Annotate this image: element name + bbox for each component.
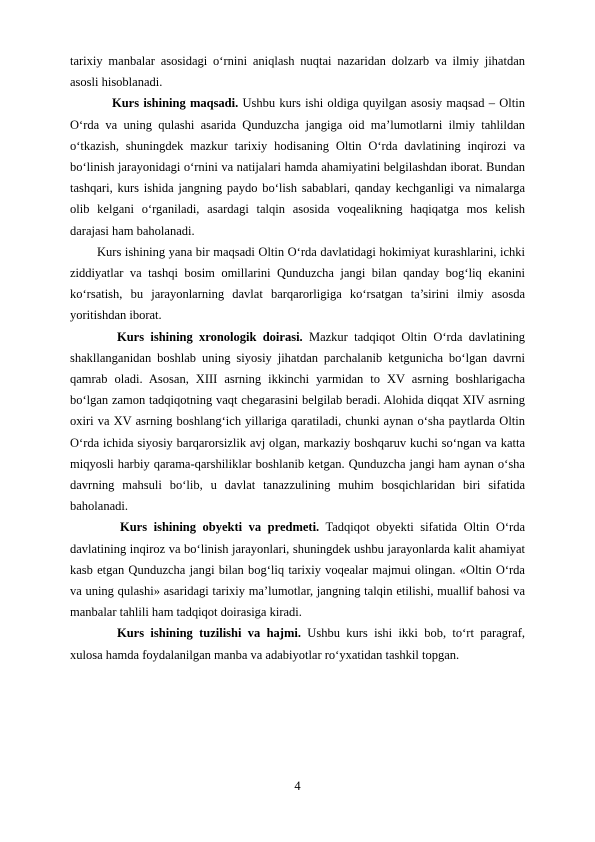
paragraph-heading: Kurs ishining tuzilishi va hajmi. (117, 626, 301, 641)
paragraph-text: Tadqiqot obyekti sifatida Oltin O‘rda davlatining inqiroz va bo‘linish jarayonlari, shuningdek ushbu jarayonlarda kalit ahamiyat kasb etgan Qunduzcha jangi bilan bog‘liq tarixiy voqealar majmui olingan. «Oltin O‘rda va uning qulashi» asaridagi tarixiy ma’lumotlar, jangning talqin etilishi, muallif bahosi va manbalar tahlili ham tadqiqot doirasiga kiradi. (70, 520, 525, 620)
paragraph-heading: Kurs ishining maqsadi. (112, 96, 239, 111)
paragraph-goal (70, 93, 525, 241)
paragraph-chronology (70, 327, 525, 518)
paragraph-object-subject (70, 517, 525, 623)
paragraph-heading: Kurs ishining obyekti va predmeti. (120, 520, 320, 535)
paragraph-additional-goal (70, 242, 525, 327)
paragraph-structure (70, 623, 525, 665)
document-page (70, 51, 525, 666)
paragraph-text: Mazkur tadqiqot Oltin O‘rda davlatining shakllanganidan boshlab uning siyosiy jihatdan parchalanib ketgunicha bo‘lgan davrni qamrab oladi. Asosan, XIII asrning ikkinchi yarmidan to XV asrning boshlarigacha bo‘lgan zamon tadqiqotning vaqt chegarasini belgilab beradi. Alohida diqqat XIV asrning oxiri va XV asrning boshlang‘ich yillariga qaratiladi, chunki aynan o‘sha paytlarda Oltin O‘rda ichida siyosiy barqarorsizlik avj olgan, markaziy boshqaruv kuchi so‘ngan va katta miqyosli harbiy qarama-qarshiliklar boshlanib ketgan. Qunduzcha jangi ham aynan o‘sha davrning mahsuli bo‘lib, u davlat tanazzulining muhim bosqichlaridan biri sifatida baholanadi. (70, 329, 525, 514)
paragraph-text: Ushbu kurs ishi oldiga quyilgan asosiy maqsad – Oltin O‘rda va uning qulashi asarida Qunduzcha jangiga oid ma’lumotlarni ilmiy tahlildan o‘tkazish, shuningdek mazkur tarixiy hodisaning Oltin O‘rda davlatining inqirozi va bo‘linish jarayonidagi o‘rnini va natijalari hamda ahamiyatini belgilashdan iborat. Bundan tashqari, kurs ishida jangning paydo bo‘lish sabablari, qanday kechganligi va nimalarga olib kelgani o‘rganiladi, asardagi talqin asosida voqealikning haqiqatga mos kelish darajasi ham baholanadi. (70, 96, 525, 238)
paragraph-heading: Kurs ishining xronologik doirasi. (117, 329, 303, 344)
paragraph-intro-continuation (70, 51, 525, 93)
page-number: 4 (294, 779, 301, 793)
paragraph-text: Kurs ishining yana bir maqsadi Oltin O‘rda davlatidagi hokimiyat kurashlarini, ichki ziddiyatlar va tashqi bosim omillarini Qunduzcha jangi bilan qanday bog‘liq ekanini ko‘rsatish, bu jarayonlarning davlat barqarorligiga ko‘rsatgan ta’sirini ilmiy asosda yoritishdan iborat. (70, 244, 525, 323)
paragraph-text: tarixiy manbalar asosidagi o‘rnini aniqlash nuqtai nazaridan dolzarb va ilmiy jihatdan asosli hisoblanadi. (70, 54, 525, 90)
paragraph-text: Ushbu kurs ishi ikki bob, to‘rt paragraf, xulosa hamda foydalanilgan manba va adabiyotlar ro‘yxatidan tashkil topgan. (70, 626, 525, 662)
